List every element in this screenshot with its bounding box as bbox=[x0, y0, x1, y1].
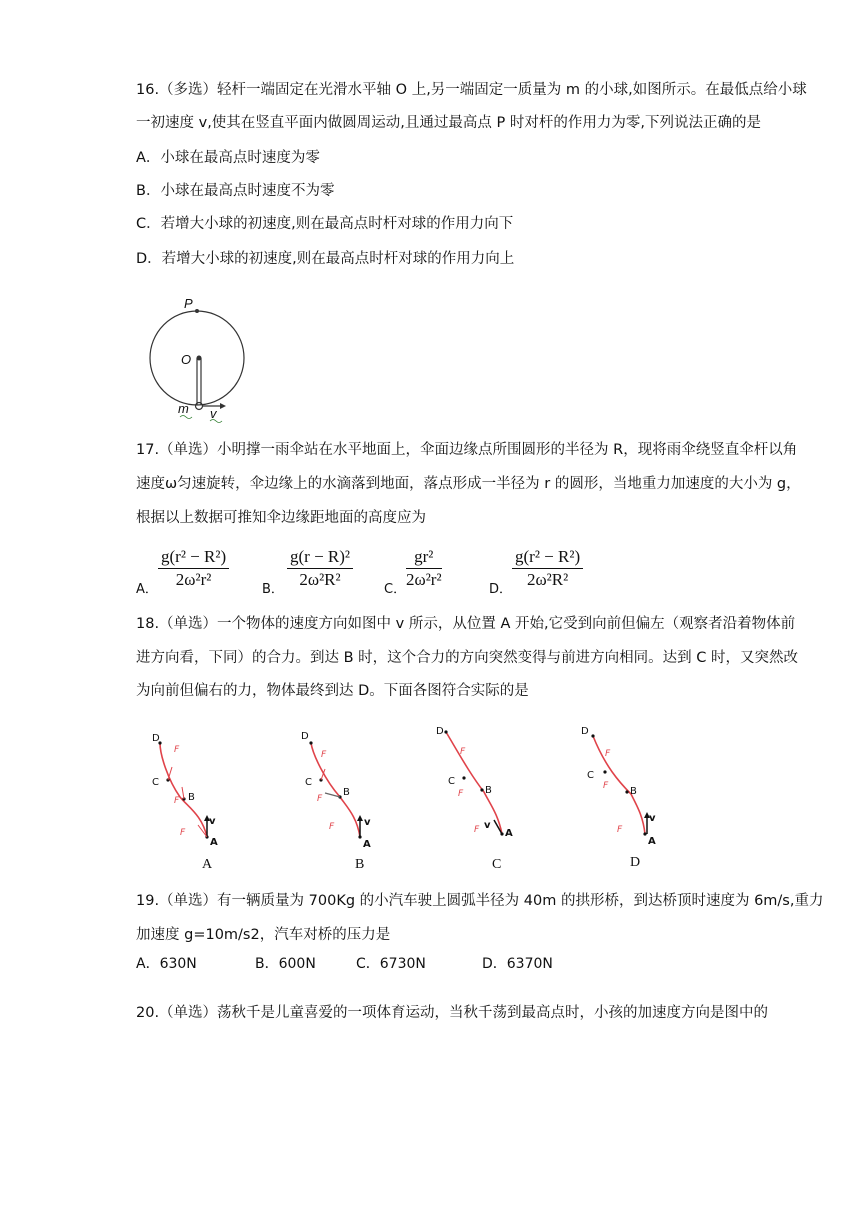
pt-a: A bbox=[363, 839, 371, 850]
q19-stem-line1: 19.（单选）有一辆质量为 700Kg 的小汽车驶上圆弧半径为 40m 的拱形桥，到达桥顶时速度为 6m/s,重力 bbox=[136, 893, 824, 909]
label-v: v bbox=[210, 406, 217, 421]
force-c: F bbox=[321, 750, 327, 760]
vel-label: v bbox=[209, 816, 216, 827]
force-b: F bbox=[174, 796, 180, 806]
caption-a: A bbox=[202, 857, 213, 872]
force-c: F bbox=[174, 745, 180, 755]
ball-m bbox=[196, 403, 203, 410]
pt-c: C bbox=[448, 776, 455, 787]
q19-option-a: A．630N bbox=[136, 956, 197, 972]
q16-option-b: B．小球在最高点时速度不为零 bbox=[136, 183, 335, 199]
label-p: P bbox=[184, 296, 193, 311]
q17-option-d-formula: $\frac{\text{g(r² − R²)}}{\text{2ω²R²}}$ bbox=[512, 546, 583, 591]
pt-b: B bbox=[485, 785, 492, 796]
pt-b: B bbox=[188, 792, 195, 803]
force-a: F bbox=[180, 828, 186, 838]
q17-option-d-label: D． bbox=[489, 582, 513, 597]
q19-stem-line2: 加速度 g=10m/s2，汽车对桥的压力是 bbox=[136, 927, 391, 943]
force-c: F bbox=[460, 747, 466, 757]
q18-figure-a bbox=[150, 725, 250, 875]
pt-c: C bbox=[305, 777, 312, 788]
q18-figure-b bbox=[295, 725, 395, 875]
q16-stem-line1: 16.（多选）轻杆一端固定在光滑水平轴 O 上,另一端固定一质量为 m 的小球,如图所示。在最低点给小球 bbox=[136, 82, 807, 98]
q16-option-a: A．小球在最高点时速度为零 bbox=[136, 150, 320, 166]
q16-circle-figure bbox=[140, 292, 250, 422]
q17-option-c-formula: $\frac{\text{gr²}}{\text{2ω²r²}}$ bbox=[406, 547, 442, 589]
q17-stem-line2: 速度ω匀速旋转，伞边缘上的水滴落到地面，落点形成一半径为 r 的圆形，当地重力加速度的大小为 g， bbox=[136, 476, 801, 492]
q16-option-d: D．若增大小球的初速度,则在最高点时杆对球的作用力向上 bbox=[136, 251, 515, 267]
q20-stem-line1: 20.（单选）荡秋千是儿童喜爱的一项体育运动，当秋千荡到最高点时，小孩的加速度方向是图中的 bbox=[136, 1005, 769, 1021]
q19-option-c: C．6730N bbox=[356, 956, 426, 972]
q17-option-a-formula: $\frac{\text{g(r² − R²)}}{\text{2ω²r²}}$ bbox=[158, 546, 229, 591]
q17-stem-line1: 17.（单选）小明撑一雨伞站在水平地面上，伞面边缘点所围圆形的半径为 R，现将雨伞绕竖直伞杆以角 bbox=[136, 442, 798, 458]
q18-figure-d bbox=[575, 722, 675, 872]
q19-option-b: B．600N bbox=[255, 956, 316, 972]
pt-d: D bbox=[301, 731, 309, 742]
label-m: m bbox=[178, 401, 189, 416]
pt-b: B bbox=[343, 787, 350, 798]
label-o: O bbox=[181, 352, 192, 367]
trajectory bbox=[593, 736, 645, 834]
q16-option-c: C．若增大小球的初速度,则在最高点时杆对球的作用力向下 bbox=[136, 216, 514, 232]
force-b: F bbox=[603, 781, 609, 791]
trajectory bbox=[160, 743, 207, 837]
q18-stem-line1: 18.（单选）一个物体的速度方向如图中 v 所示，从位置 A 开始,它受到向前但偏左（观察者沿着物体前 bbox=[136, 616, 796, 632]
pt-d: D bbox=[152, 733, 160, 744]
q18-stem-line2: 进方向看，下同）的合力。到达 B 时，这个合力的方向突然变得与前进方向相同。达到 C 时，又突然改 bbox=[136, 650, 799, 666]
pt-a: A bbox=[648, 836, 656, 847]
q17-option-a-label: A． bbox=[136, 582, 158, 597]
pt-d: D bbox=[436, 726, 444, 737]
force-b: F bbox=[458, 789, 464, 799]
pt-c: C bbox=[152, 777, 159, 788]
q18-stem-line3: 为向前但偏右的力，物体最终到达 D。下面各图符合实际的是 bbox=[136, 683, 529, 699]
pivot-o bbox=[197, 356, 202, 361]
pt-a: A bbox=[210, 837, 218, 848]
force-b: F bbox=[317, 794, 323, 804]
pt-a: A bbox=[505, 828, 513, 839]
trajectory bbox=[311, 743, 360, 837]
point-p bbox=[195, 309, 199, 313]
q17-option-b-formula: $\frac{\text{g(r − R)²}}{\text{2ω²R²}}$ bbox=[287, 546, 353, 591]
force-a: F bbox=[329, 822, 335, 832]
q17-option-c-label: C． bbox=[384, 582, 407, 597]
q16-stem-line2: 一初速度 v,使其在竖直平面内做圆周运动,且通过最高点 P 时对杆的作用力为零,下列说法正确的是 bbox=[136, 115, 761, 131]
caption-b: B bbox=[355, 857, 365, 872]
vel-label: v bbox=[364, 817, 371, 828]
caption-d: D bbox=[630, 855, 641, 870]
vel-label: v bbox=[484, 820, 491, 831]
q17-stem-line3: 根据以上数据可推知伞边缘距地面的高度应为 bbox=[136, 510, 426, 526]
force-c: F bbox=[605, 749, 611, 759]
caption-c: C bbox=[492, 857, 502, 872]
vel-label: v bbox=[649, 813, 656, 824]
q18-figure-c bbox=[430, 722, 530, 872]
q17-option-b-label: B． bbox=[262, 582, 284, 597]
force-a: F bbox=[617, 825, 623, 835]
pt-c: C bbox=[587, 770, 594, 781]
pt-d: D bbox=[581, 726, 589, 737]
pt-b: B bbox=[630, 786, 637, 797]
q19-option-d: D．6370N bbox=[482, 956, 553, 972]
force-a: F bbox=[474, 825, 480, 835]
